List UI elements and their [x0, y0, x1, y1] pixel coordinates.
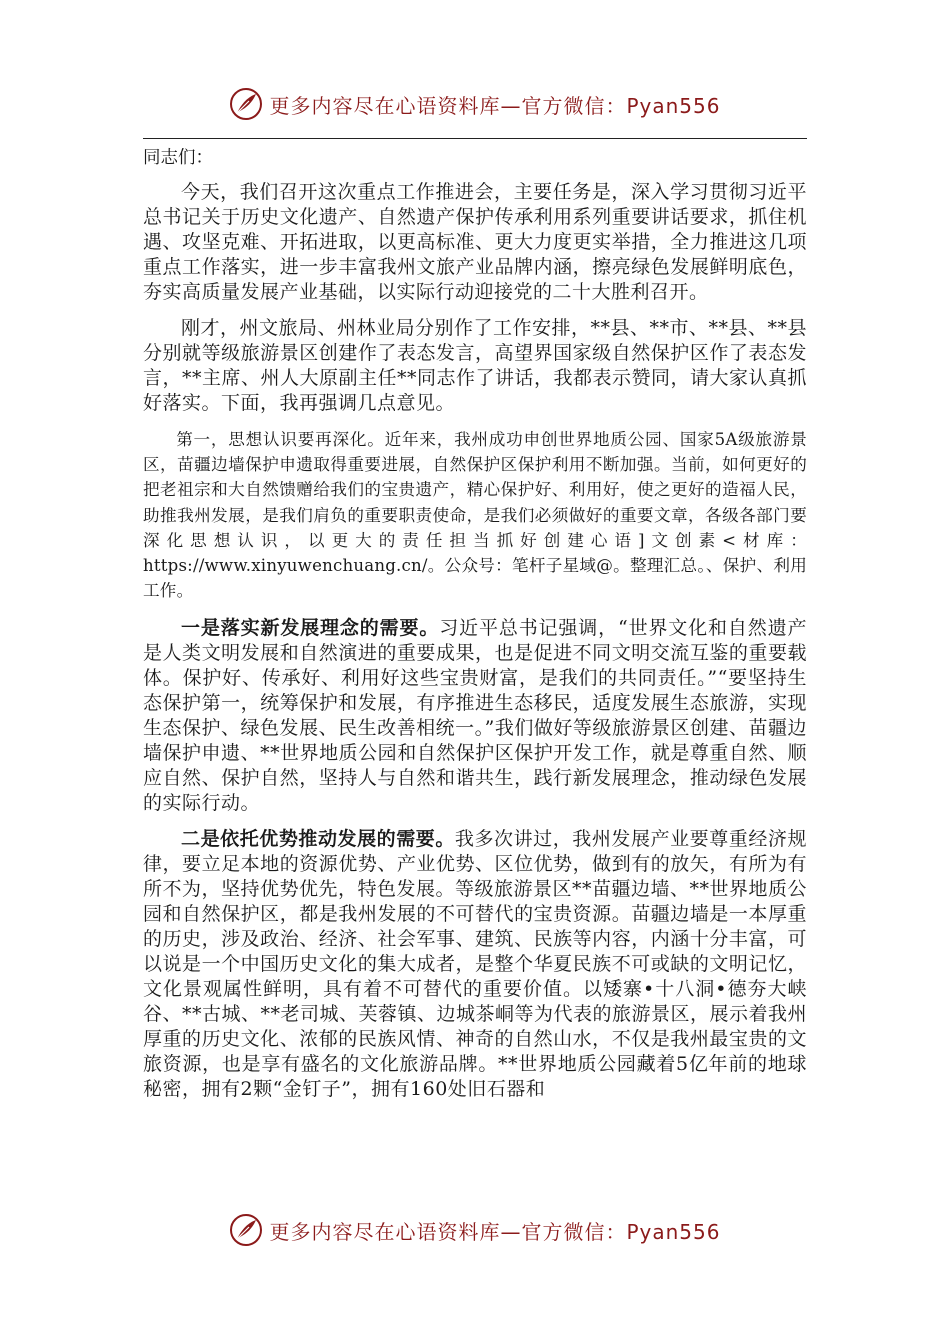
header-banner-text: 更多内容尽在心语资料库—官方微信：Pyan556: [269, 93, 721, 118]
paragraph-text: 习近平总书记强调，“世界文化和自然遗产是人类文明发展和自然演进的重要成果，也是促进不同文明交流互鉴的重要载体。保护好、传承好、利用好这些宝贵财富，是我们的共同责任。”“要坚持生态保护第一，统筹保护和发展，有序推进生态移民，适度发展生态旅游，实现生态保护、绿色发展、民生改善相统一。”我们做好等级旅游景区创建、苗疆边墙保护申遗、**世界地质公园和自然保护区保护开发工作，就是尊重自然、顺应自然、保护自然，坚持人与自然和谐共生，践行新发展理念，推动绿色发展的实际行动。: [143, 617, 807, 815]
header-divider: [143, 138, 807, 139]
paragraph-advantages: [143, 827, 807, 1102]
paragraph-lead: 二是依托优势推动发展的需要。: [181, 828, 455, 851]
paragraph-new-development: [143, 616, 807, 816]
feather-pen-icon: [229, 87, 263, 121]
paragraph-text: 我多次讲过，我州发展产业要尊重经济规律，要立足本地的资源优势、产业优势、区位优势，做到有的放矢，有所为有所不为，坚持优势优先，特色发展。等级旅游景区**苗疆边墙、**世界地质公园和自然保护区，都是我州发展的不可替代的宝贵资源。苗疆边墙是一本厚重的历史，涉及政治、经济、社会军事、建筑、民族等内容，内涵十分丰富，可以说是一个中国历史文化的集大成者，是整个华夏民族不可或缺的文明记忆，文化景观属性鲜明，具有着不可替代的重要价值。以矮寨•十八洞•德夯大峡谷、**古城、**老司城、芙蓉镇、边城茶峒等为代表的旅游景区，展示着我州厚重的历史文化、浓郁的民族风情、神奇的自然山水，不仅是我州最宝贵的文旅资源，也是享有盛名的文化旅游品牌。**世界地质公园藏着5亿年前的地球秘密，拥有2颗“金钉子”，拥有160处旧石器和: [143, 828, 808, 1101]
header-banner: [0, 86, 950, 122]
paragraph-opening: 今天，我们召开这次重点工作推进会，主要任务是，深入学习贯彻习近平总书记关于历史文化遗产、自然遗产保护传承利用系列重要讲话要求，抓住机遇、攻坚克难、开拓进取，以更高标准、更大力度更实举措，全力推进这几项重点工作落实，进一步丰富我州文旅产业品牌内涵，擦亮绿色发展鲜明底色，夯实高质量发展产业基础，以实际行动迎接党的二十大胜利召开。: [143, 181, 807, 303]
document-body: [143, 146, 807, 1113]
feather-pen-icon: [229, 1213, 263, 1247]
footer-banner: [0, 1212, 950, 1248]
footer-banner-text: 更多内容尽在心语资料库—官方微信：Pyan556: [269, 1219, 721, 1244]
paragraph-point-one: 第一，思想认识要再深化。近年来，我州成功申创世界地质公园、国家5A级旅游景区，苗疆边墙保护申遗取得重要进展，自然保护区保护利用不断加强。当前，如何更好的把老祖宗和大自然馈赠给我们的宝贵遗产，精心保护好、利用好，使之更好的造福人民，助推我州发展，是我们肩负的重要职责使命，是我们必须做好的重要文章，各级各部门要深化思想认识，以更大的责任担当抓好创建心语]文创素<材库：https://www.xinyuwenchuang.cn/。公众号：笔杆子星域@。整理汇总。、保护、利用工作。: [143, 430, 807, 601]
paragraph-remarks: 刚才，州文旅局、州林业局分别作了工作安排，**县、**市、**县、**县分别就等级旅游景区创建作了表态发言，高望界国家级自然保护区作了表态发言，**主席、州人大原副主任**同志作了讲话，我都表示赞同，请大家认真抓好落实。下面，我再强调几点意见。: [143, 317, 808, 414]
paragraph-lead: 一是落实新发展理念的需要。: [181, 617, 440, 640]
salutation: 同志们：: [143, 148, 213, 168]
